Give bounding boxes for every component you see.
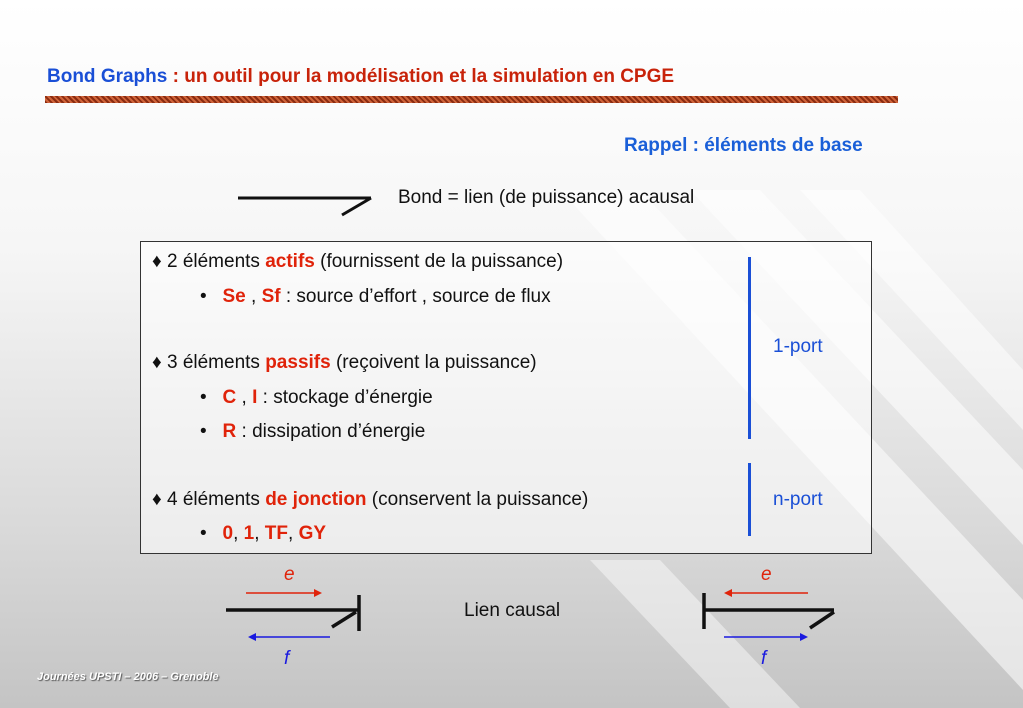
- passifs-prefix: ♦ 3 éléments: [152, 352, 266, 373]
- c-label: C: [222, 387, 237, 408]
- one-port-label: 1-port: [773, 336, 823, 357]
- bullet-marker: •: [200, 387, 207, 408]
- passifs-suffix: (reçoivent la puissance): [330, 352, 537, 373]
- bullet-marker: •: [200, 286, 207, 307]
- bond-caption: Bond = lien (de puissance) acausal: [398, 187, 695, 208]
- footer-text: Journées UPSTI – 2006 – Grenoble: [37, 671, 219, 683]
- actifs-prefix: ♦ 2 éléments: [152, 251, 266, 272]
- e-label-left: e: [284, 564, 295, 585]
- i-label: I: [252, 387, 258, 408]
- section-subtitle: Rappel : éléments de base: [624, 135, 863, 156]
- f-label-right: f: [761, 648, 767, 669]
- sf-label: Sf: [261, 286, 281, 307]
- n-port-bracket: [748, 463, 751, 536]
- passifs-bullet-1-text: : stockage d’énergie: [257, 387, 433, 408]
- title-part-2: : un outil pour la modélisation et la simulation en CPGE: [167, 66, 675, 87]
- passifs-bullet-2-text: : dissipation d’énergie: [236, 421, 426, 442]
- separator: ,: [236, 387, 253, 408]
- r-label: R: [222, 421, 237, 442]
- actifs-line: [152, 251, 563, 273]
- se-label: Se: [222, 286, 246, 307]
- separator: ,: [288, 523, 299, 544]
- jonction-suffix: (conservent la puissance): [366, 489, 589, 510]
- passifs-bullet-1: [200, 387, 433, 409]
- n-port-label: n-port: [773, 489, 823, 510]
- passifs-bullet-2: [200, 421, 425, 443]
- acausal-bond-icon: [236, 193, 376, 219]
- separator: ,: [254, 523, 265, 544]
- e-label-right: e: [761, 564, 772, 585]
- one-port-bracket: [748, 257, 751, 439]
- title-underline: [45, 96, 898, 103]
- f-label-left: f: [284, 648, 290, 669]
- causal-caption: Lien causal: [464, 600, 561, 621]
- bullet-marker: •: [200, 421, 207, 442]
- one-label: 1: [243, 523, 255, 544]
- page-title: [47, 66, 674, 88]
- bullet-marker: •: [200, 523, 207, 544]
- causal-bond-left-icon: [222, 585, 367, 643]
- passifs-keyword: passifs: [265, 352, 331, 373]
- separator: ,: [245, 286, 262, 307]
- actifs-bullet-text: : source d’effort , source de flux: [280, 286, 551, 307]
- zero-label: 0: [222, 523, 234, 544]
- actifs-bullet: [200, 286, 551, 308]
- title-part-1: Bond Graphs: [47, 66, 168, 87]
- tf-label: TF: [264, 523, 288, 544]
- separator: ,: [233, 523, 244, 544]
- jonction-bullet: [200, 523, 326, 545]
- gy-label: GY: [298, 523, 327, 544]
- actifs-suffix: (fournissent de la puissance): [314, 251, 564, 272]
- actifs-keyword: actifs: [265, 251, 315, 272]
- passifs-line: [152, 352, 537, 374]
- causal-bond-right-icon: [698, 585, 843, 643]
- jonction-prefix: ♦ 4 éléments: [152, 489, 266, 510]
- jonction-line: [152, 489, 588, 511]
- jonction-keyword: de jonction: [265, 489, 367, 510]
